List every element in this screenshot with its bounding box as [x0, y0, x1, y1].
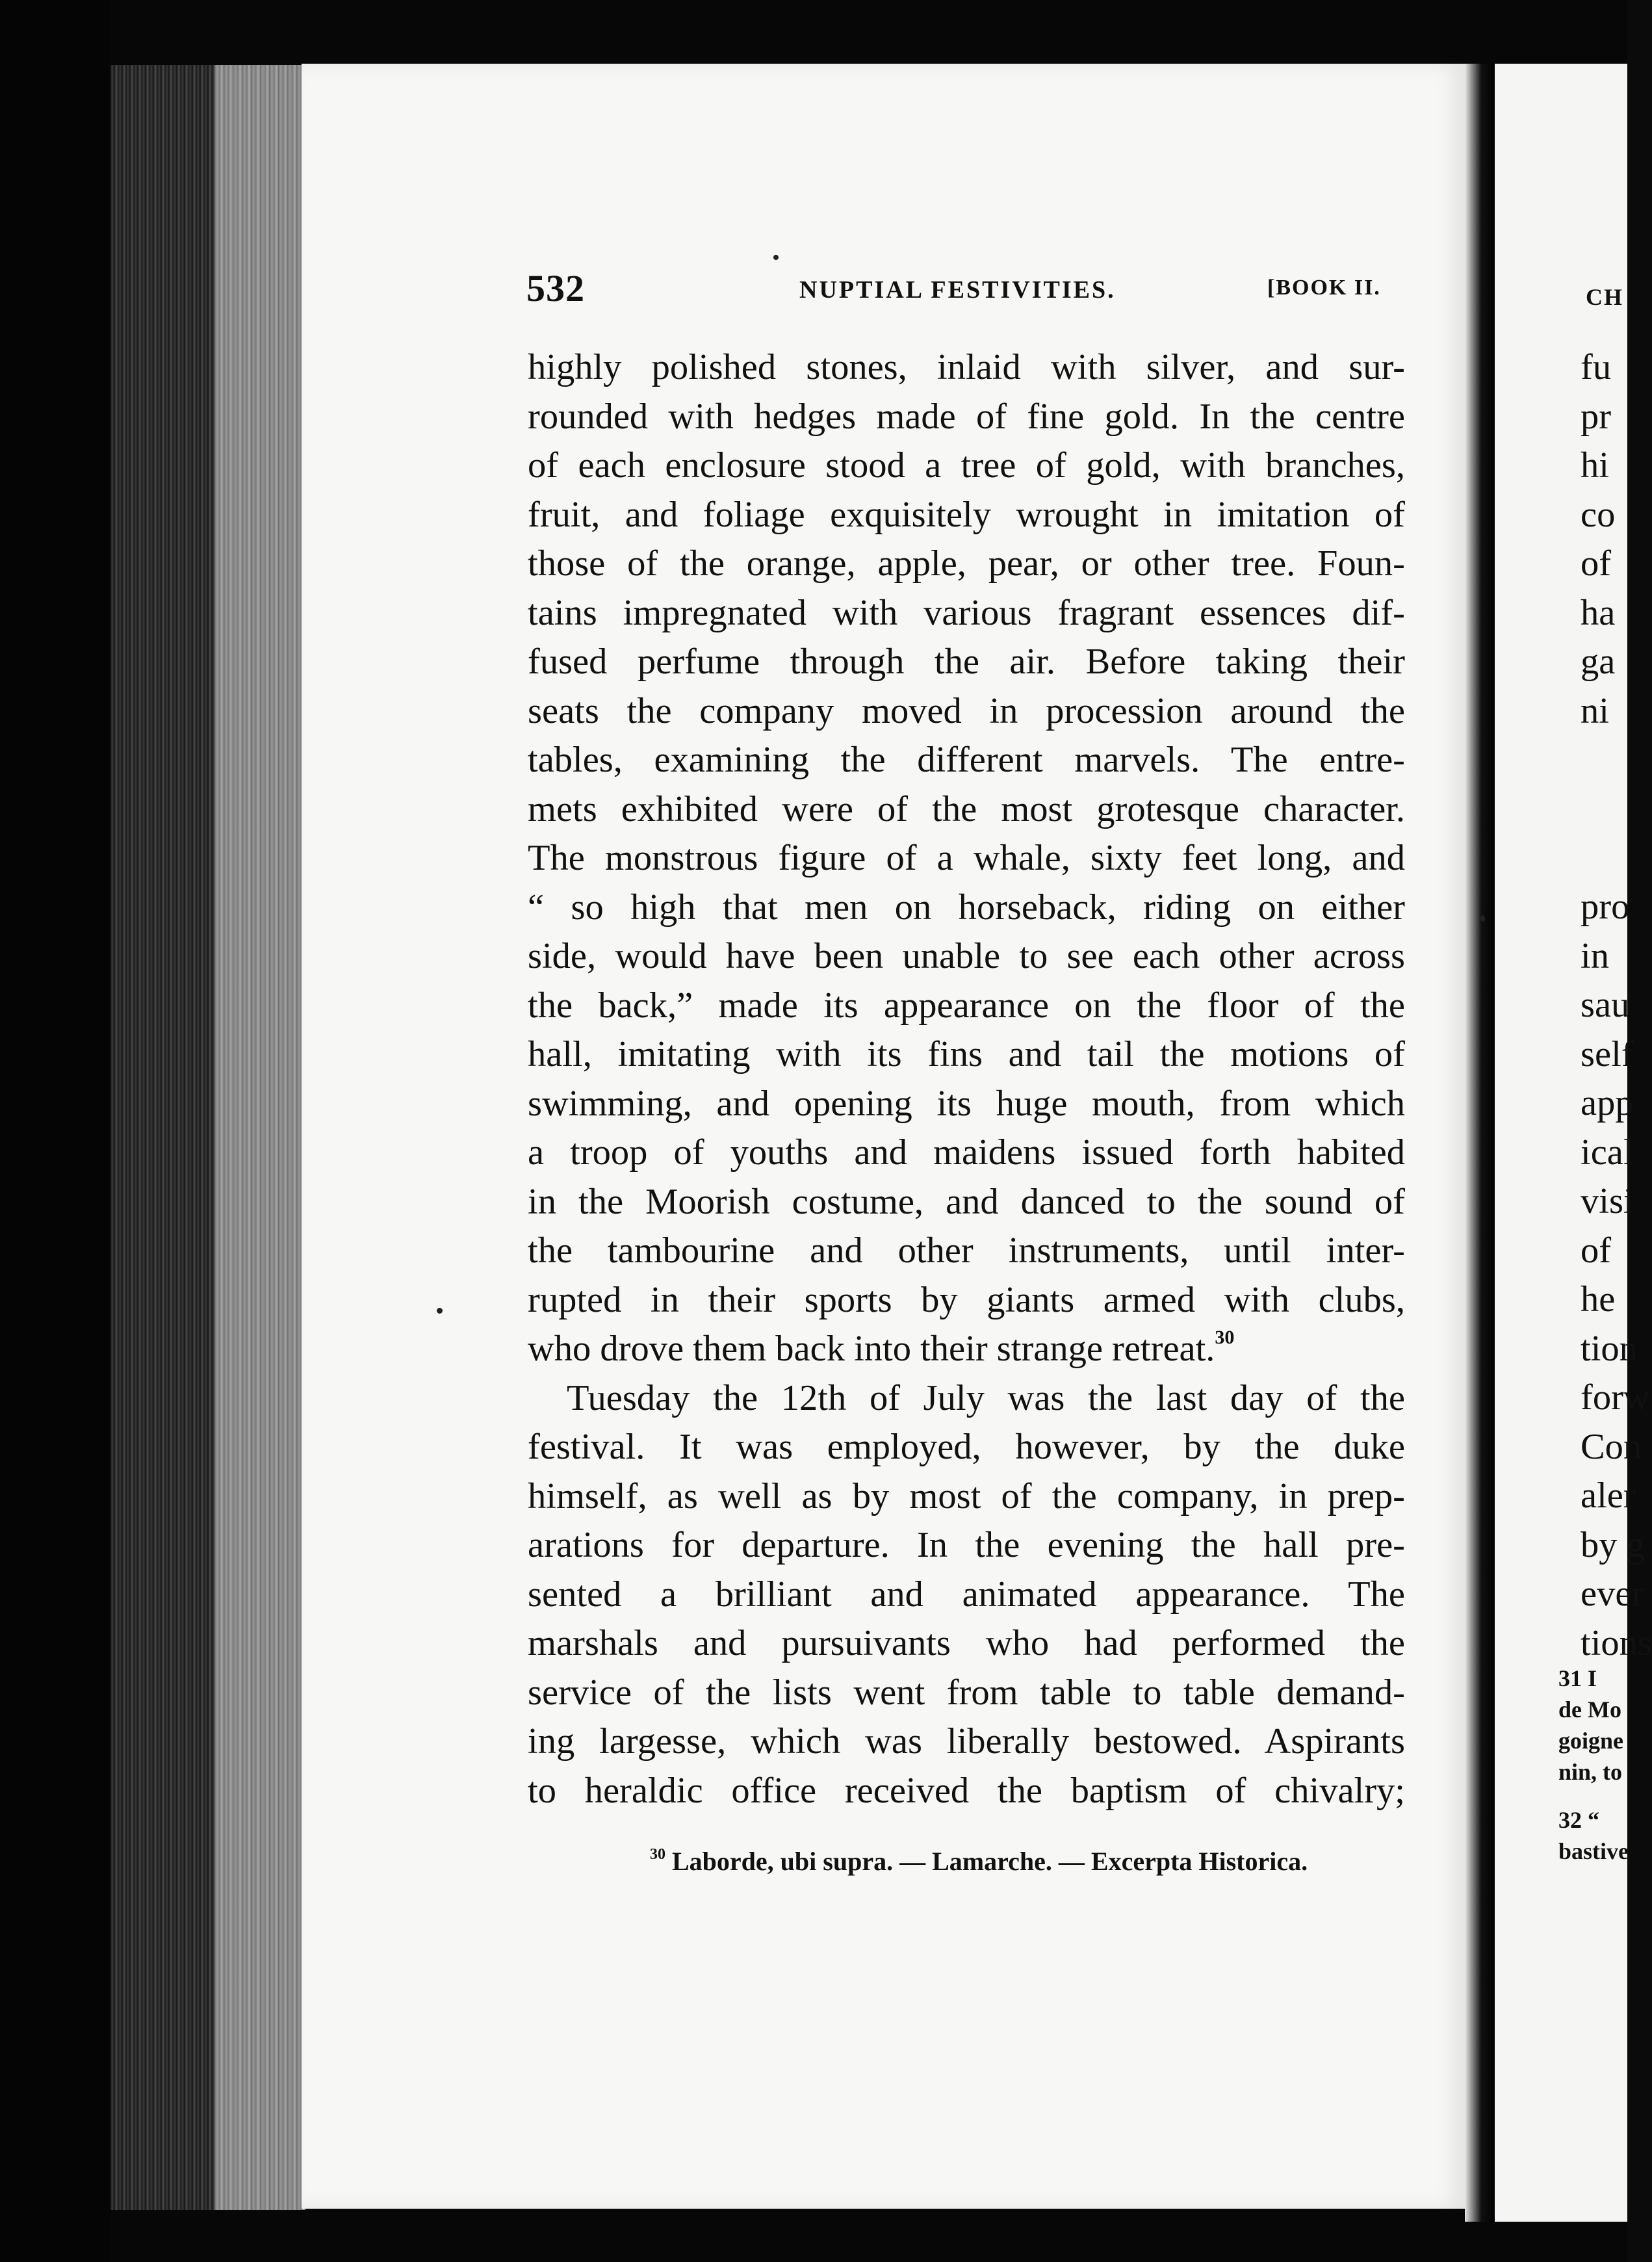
text-line: fused perfume through the air. Before taking their: [528, 642, 1405, 682]
facing-line: by g: [1581, 1524, 1645, 1565]
facing-line: sau: [1581, 985, 1630, 1025]
facing-page-notes: [1558, 1663, 1629, 1867]
text-line: those of the orange, apple, pear, or other tree. Foun-: [528, 543, 1405, 584]
facing-note-line: goigne: [1558, 1728, 1624, 1754]
facing-note-line: bastive: [1558, 1838, 1629, 1864]
text-line: who drove them back into their strange retreat.: [528, 1329, 1215, 1369]
facing-note-line: nin, to: [1558, 1759, 1623, 1785]
book-label: [BOOK II.: [1267, 276, 1381, 300]
facing-line: in: [1581, 935, 1609, 976]
text-line-with-footnote: [528, 1325, 1405, 1374]
text-line: sented a brilliant and animated appearance. The: [528, 1574, 1405, 1615]
facing-line: of: [1581, 543, 1612, 584]
running-header: [526, 266, 1397, 312]
facing-line: aler: [1581, 1476, 1636, 1516]
text-line: seats the company moved in procession around the: [528, 690, 1405, 731]
text-line: marshals and pursuivants who had performed the: [528, 1623, 1405, 1663]
text-line: service of the lists went from table to table demand-: [528, 1672, 1405, 1713]
facing-page-header: CH: [1586, 284, 1623, 310]
facing-line: tions: [1581, 1622, 1652, 1663]
text-line: festival. It was employed, however, by the duke: [528, 1427, 1405, 1467]
text-line: “ so high that men on horseback, riding on either: [528, 887, 1405, 928]
footnote-text: Laborde, ubi supra. — Lamarche. — Excerpta Historica.: [672, 1847, 1308, 1876]
left-dark-margin: [0, 0, 110, 2262]
facing-line: ever: [1581, 1574, 1644, 1614]
facing-note-line: de Mo: [1558, 1696, 1621, 1722]
facing-line: he: [1581, 1279, 1616, 1320]
book-fore-edge-highlight: [214, 65, 305, 2210]
print-speck: [437, 1308, 443, 1314]
facing-gap: [1581, 736, 1652, 883]
facing-line: Con: [1581, 1426, 1642, 1467]
body-text: [528, 343, 1405, 1815]
facing-line: co: [1581, 494, 1616, 535]
facing-line: ical: [1581, 1132, 1634, 1173]
facing-line: fu: [1581, 347, 1612, 387]
text-line: a troop of youths and maidens issued forth habited: [528, 1132, 1405, 1173]
text-line: tains impregnated with various fragrant essences dif-: [528, 592, 1405, 633]
text-line: himself, as well as by most of the company, in prep-: [528, 1476, 1405, 1516]
text-line: ing largesse, which was liberally bestowed. Aspirants: [528, 1721, 1405, 1762]
footnote: [650, 1846, 1308, 1877]
page-gutter: [1465, 64, 1495, 2222]
facing-line: ha: [1581, 592, 1616, 633]
text-line: hall, imitating with its fins and tail the motions of: [528, 1034, 1405, 1074]
facing-line: visi: [1581, 1181, 1634, 1221]
text-line: The monstrous figure of a whale, sixty feet long, and: [528, 838, 1405, 878]
text-line: the tambourine and other instruments, until inter-: [528, 1230, 1405, 1271]
facing-line: ga: [1581, 642, 1616, 682]
text-line: swimming, and opening its huge mouth, from which: [528, 1083, 1405, 1124]
facing-line: app: [1581, 1083, 1634, 1123]
text-line: rounded with hedges made of fine gold. In the centre: [528, 396, 1405, 437]
text-line: in the Moorish costume, and danced to the sound of: [528, 1181, 1405, 1222]
facing-page-text: [1581, 343, 1652, 1668]
facing-line: self: [1581, 1034, 1634, 1074]
facing-line: pr: [1581, 396, 1612, 437]
paragraph-start-line: Tuesday the 12th of July was the last day of the: [567, 1377, 1405, 1418]
footnote-number: 30: [650, 1846, 665, 1863]
running-title: NUPTIAL FESTIVITIES.: [799, 276, 1116, 304]
facing-line: hi: [1581, 445, 1609, 486]
footnote-reference: 30: [1215, 1327, 1235, 1348]
facing-note-line: 32 “: [1558, 1807, 1599, 1833]
text-line: tables, examining the different marvels. The entre-: [528, 740, 1405, 780]
print-speck: [1480, 915, 1485, 922]
text-line: the back,” made its appearance on the floor of the: [528, 985, 1405, 1026]
facing-note-line: 31 I: [1558, 1665, 1597, 1691]
text-line: of each enclosure stood a tree of gold, with branches,: [528, 445, 1405, 486]
text-line: to heraldic office received the baptism of chivalry;: [528, 1770, 1405, 1811]
text-line: mets exhibited were of the most grotesque character.: [528, 788, 1405, 829]
print-speck: [773, 255, 779, 260]
text-line: arations for departure. In the evening the hall pre-: [528, 1525, 1405, 1565]
page-number: 532: [526, 267, 585, 309]
facing-line: of: [1581, 1230, 1612, 1271]
facing-line: ni: [1581, 690, 1609, 731]
text-line: rupted in their sports by giants armed with clubs,: [528, 1279, 1405, 1320]
facing-line: pro: [1581, 887, 1630, 927]
facing-line: tion: [1581, 1328, 1638, 1369]
facing-line: forw: [1581, 1377, 1650, 1418]
text-line: fruit, and foliage exquisitely wrought in imitation of: [528, 494, 1405, 535]
text-line: highly polished stones, inlaid with silver, and sur-: [528, 347, 1405, 387]
text-line: side, would have been unable to see each other across: [528, 936, 1405, 976]
